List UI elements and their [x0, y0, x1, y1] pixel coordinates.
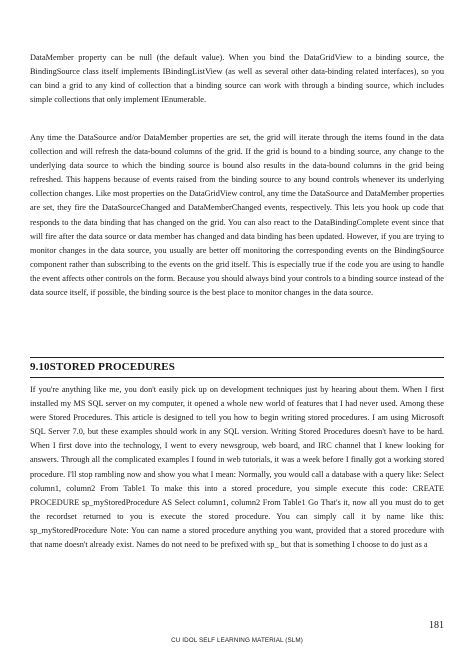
paragraph-text: Any time the DataSource and/or DataMember properties are set, the grid will iterate through the items found in the data collection and will refresh the data-bound columns of the grid. If the grid is bound to a binding source, any change to the underlying data source to which the binding source is bound also results in the data-bound columns in the grid being refreshed. This happens because of events raised from the binding source to any bound controls whenever its underlying collection changes. Like most properties on the DataGridView control, any time the DataSource and DataMember properties are set, they fire the DataSourceChanged and DataMemberChanged events, respectively. This lets you hook up code that responds to the data binding that has changed on the grid. You can also react to the DataBindingComplete event since that will fire after the data source or data member has changed and data binding has been updated. However, if you are trying to monitor changes in the data source, you usually are better off monitoring the corresponding events on the BindingSource component rather than subscribing to the events on the grid itself. This is especially true if the code you are using to handle the event affects other controls on the form. Because you should always bind your controls to a binding source instead of the data source itself, if possible, the binding source is the best place to monitor changes in the data source. — [30, 133, 444, 298]
page-footer: CU IDOL SELF LEARNING MATERIAL (SLM) — [171, 637, 303, 644]
body-paragraph — [30, 51, 444, 107]
paragraph-text: DataMember property can be null (the default value). When you bind the DataGridView to a binding source, the BindingSource class itself implements IBindingListView (as well as several other data-binding related interfaces), so you can bind a grid to any kind of collection that a binding source can work with through a binding source, which includes simple collections that only implement IEnumerable. — [30, 53, 444, 105]
section-heading: 9.10STORED PROCEDURES — [30, 361, 175, 373]
heading-rule-bottom — [30, 377, 444, 378]
body-paragraph — [30, 131, 444, 300]
heading-rule-top — [30, 357, 444, 358]
body-paragraph — [30, 383, 444, 552]
paragraph-text: If you're anything like me, you don't easily pick up on development techniques just by hearing about them. When I first installed my MS SQL server on my computer, it opened a whole new world of features that I had never used. Among these were Stored Procedures. This article is designed to tell you how to begin writing stored procedures. I am using Microsoft SQL Server 7.0, but these examples should work in any SQL version. Writing Stored Procedures doesn't have to be hard. When I first dove into the technology, I went to every newsgroup, web board, and IRC channel that I knew looking for answers. Through all the complicated examples I found in web tutorials, it was a week before I finally got a working stored procedure. I'll stop rambling now and show you what I mean: Normally, you would call a database with a query like: Select column1, column2 From Table1 To make this into a stored procedure, you simple execute this code: CREATE PROCEDURE sp_myStoredProcedure AS Select column1, column2 From Table1 Go That's it, now all you must do to get the recordset returned to you is execute the stored procedure. You can simply call it by name like this: sp_myStoredProcedure Note: You can name a stored procedure anything you want, provided that a stored procedure with that name doesn't already exist. Names do not need to be prefixed with sp_ but that is something I choose to do just as a — [30, 385, 444, 550]
page-number: 181 — [429, 620, 444, 631]
